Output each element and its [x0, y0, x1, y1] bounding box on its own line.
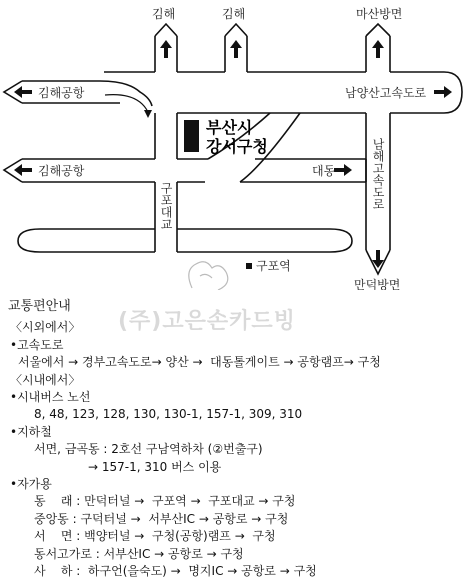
label-right-upper: 남양산고속도로: [345, 86, 427, 100]
guide-line: •자가용: [10, 477, 52, 492]
label-right-mid: 대동: [312, 164, 336, 178]
station-label: 구포역: [256, 259, 291, 273]
arrow-up-icon: [372, 40, 384, 58]
label-top-right: 마산방면: [356, 7, 403, 21]
road-bottom-horizontal: [18, 229, 352, 252]
guide-line: •시내버스 노선: [10, 390, 91, 405]
bridge-label: 구포대교: [159, 182, 173, 230]
guide-line: 동서고가로 : 서부산IC → 공항로 → 구청: [34, 546, 244, 561]
transport-guide: [8, 298, 463, 581]
guide-line: •지하철: [10, 424, 52, 439]
guide-title: 교통편안내: [8, 299, 71, 314]
guide-line: 동 래 : 만덕터널 → 구포역 → 구포대교 → 구청: [34, 494, 296, 509]
guide-line: 8, 48, 123, 128, 130, 130-1, 157-1, 309, 310: [34, 407, 303, 422]
arrow-left-icon: [14, 86, 32, 98]
guide-line: 〈시외에서〉: [10, 320, 81, 335]
label-left-lower: 김해공항: [38, 164, 85, 178]
watermark-text: (주)고은손카드빙: [118, 309, 296, 334]
guide-line: 사 하 : 하구언(을숙도) → 명지IC → 공항로 → 구청: [34, 564, 317, 579]
guide-line: •고속도로: [10, 337, 64, 352]
station-marker: [246, 263, 252, 269]
company-logo-icon: [189, 262, 228, 290]
guide-line: → 157-1, 310 버스 이용: [88, 459, 222, 474]
label-top-mid: 김해: [222, 7, 246, 21]
arrow-up-icon: [230, 40, 242, 58]
guide-line: 중앙동 : 구덕터널 → 서부산IC → 공항로 → 구청: [34, 511, 289, 526]
label-left-upper: 김해공항: [38, 86, 85, 100]
office-building-marker: [184, 120, 199, 152]
arrow-up-icon: [160, 40, 172, 58]
location-map: [0, 0, 470, 290]
arrow-right-icon: [334, 164, 352, 176]
highway-label: 남해고속도로: [371, 138, 385, 210]
label-top-left: 김해: [152, 7, 176, 21]
label-bottom-right: 만덕방면: [354, 278, 401, 290]
guide-line: 〈시내에서〉: [10, 372, 81, 387]
arrow-left-icon: [14, 164, 32, 176]
guide-line: 서면, 금곡동 : 2호선 구남역하차 (②번출구): [34, 442, 263, 457]
guide-line: 서 면 : 백양터널 → 구청(공항)램프 → 구청: [34, 529, 276, 544]
office-label-line1: 부산시: [206, 118, 253, 137]
office-label-line2: 강서구청: [206, 137, 268, 156]
guide-line: 서울에서 → 경부고속도로→ 양산 → 대동톨게이트 → 공항램프→ 구청: [18, 355, 381, 370]
arrow-right-icon: [434, 86, 452, 98]
